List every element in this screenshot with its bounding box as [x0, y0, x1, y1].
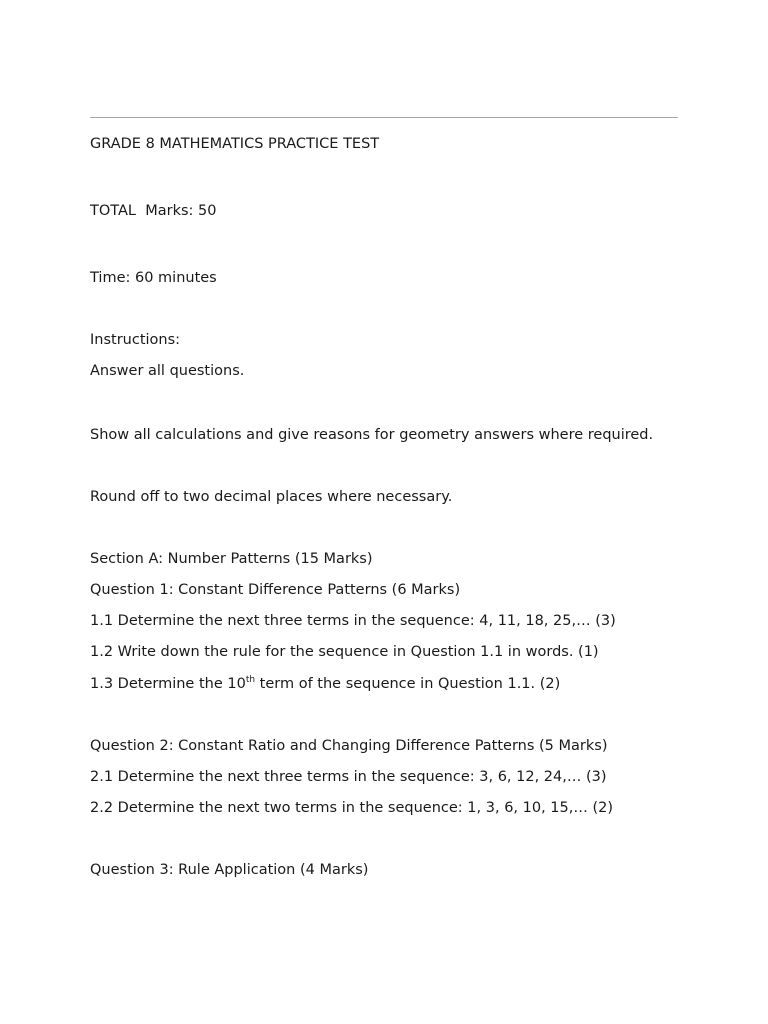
- question-1-1: 1.1 Determine the next three terms in the sequence: 4, 11, 18, 25,… (3): [90, 613, 616, 629]
- section-a-heading: Section A: Number Patterns (15 Marks): [90, 551, 373, 567]
- instructions-heading: Instructions:: [90, 332, 181, 348]
- question-1-3-text-end: term of the sequence in Question 1.1. (2): [255, 676, 561, 692]
- question-1-heading: Question 1: Constant Difference Patterns (6 Marks): [90, 582, 461, 598]
- time-allowed: Time: 60 minutes: [90, 270, 217, 286]
- instruction-item: Show all calculations and give reasons for geometry answers where required.: [90, 427, 654, 443]
- question-1-3-text-start: 1.3 Determine the 10: [90, 676, 246, 692]
- document-title: GRADE 8 MATHEMATICS PRACTICE TEST: [90, 136, 380, 152]
- instruction-item: Round off to two decimal places where necessary.: [90, 489, 453, 505]
- question-3-heading: Question 3: Rule Application (4 Marks): [90, 862, 369, 878]
- header-divider: [90, 117, 678, 118]
- question-1-2: 1.2 Write down the rule for the sequence in Question 1.1 in words. (1): [90, 644, 599, 660]
- question-2-heading: Question 2: Constant Ratio and Changing Difference Patterns (5 Marks): [90, 738, 608, 754]
- ordinal-superscript: th: [245, 675, 256, 685]
- question-2-2: 2.2 Determine the next two terms in the sequence: 1, 3, 6, 10, 15,… (2): [90, 800, 614, 816]
- question-1-3: [90, 675, 560, 695]
- instruction-item: Answer all questions.: [90, 363, 245, 379]
- question-2-1: 2.1 Determine the next three terms in the sequence: 3, 6, 12, 24,… (3): [90, 769, 607, 785]
- total-marks: TOTAL Marks: 50: [90, 203, 217, 219]
